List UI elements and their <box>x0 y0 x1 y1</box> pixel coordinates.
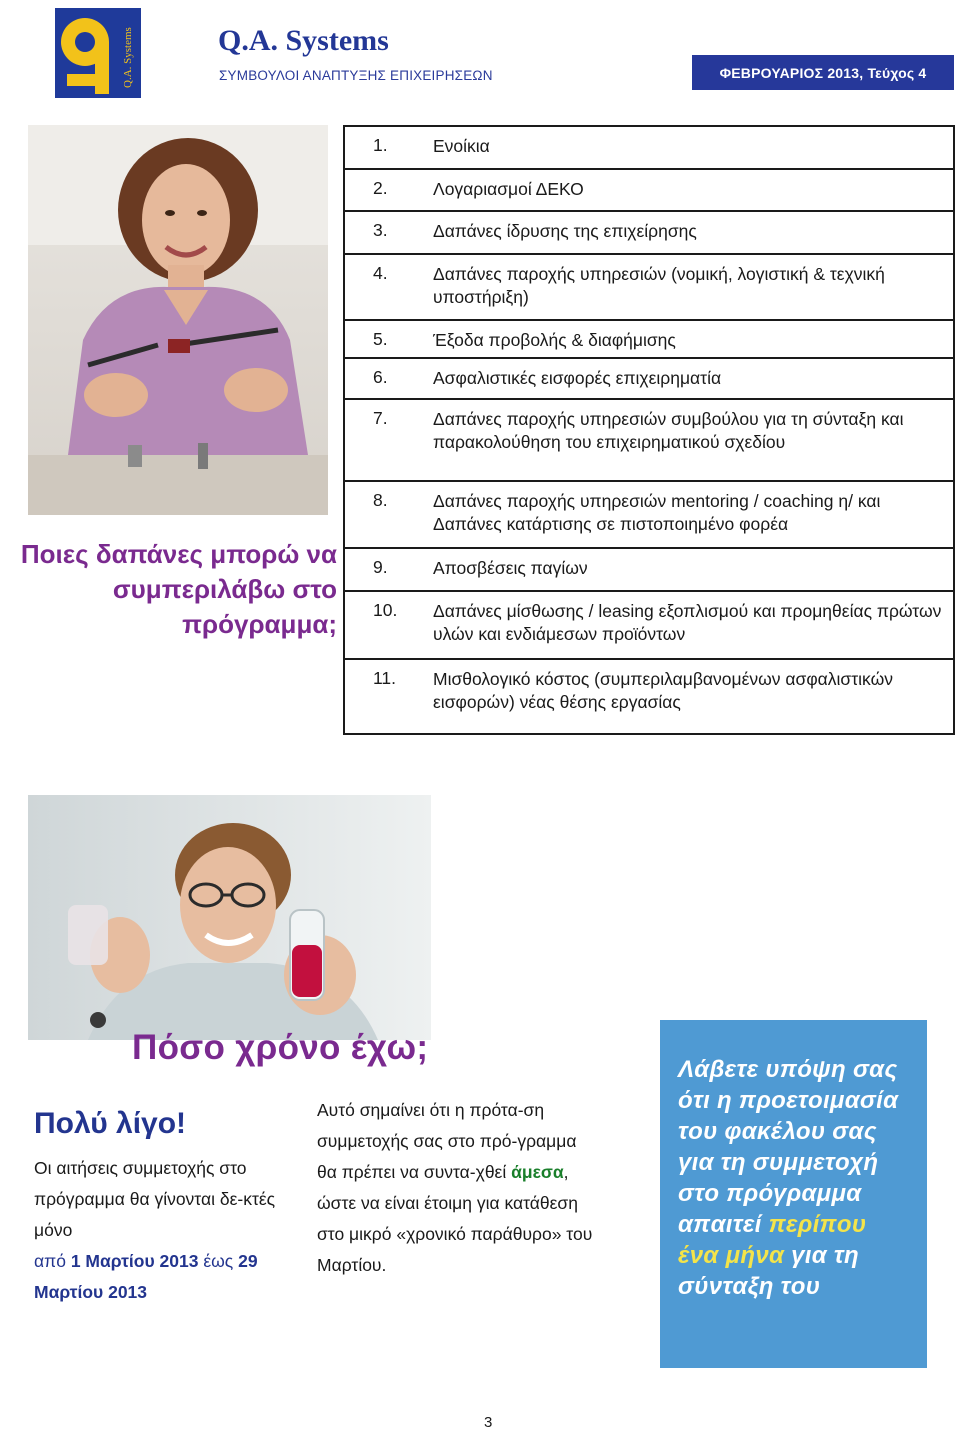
row-number: 6. <box>373 367 388 387</box>
row-number: 5. <box>373 329 388 349</box>
table-row <box>345 255 953 321</box>
end-date: 29 Μαρτίου 2013 <box>34 1251 258 1302</box>
time-heading: Πόσο χρόνο έχω; <box>132 1028 429 1067</box>
row-number: 7. <box>373 408 388 428</box>
row-number: 3. <box>373 220 388 240</box>
row-text: Δαπάνες παροχής υπηρεσιών mentoring / coaching η/ και Δαπάνες κατάρτισης σε πιστοποιημένο φορέα <box>433 491 881 534</box>
row-text: Δαπάνες ίδρυσης της επιχείρησης <box>433 221 697 241</box>
preparation-intro: Αυτό σημαίνει ότι η πρότα-ση συμμετοχής σας στο πρό-γραμμα θα πρέπει να συντα-χθεί <box>317 1100 577 1182</box>
jeweler-photo <box>28 125 328 515</box>
one-month-emphasis: περίπου ένα μήνα <box>678 1211 867 1269</box>
table-row <box>345 549 953 592</box>
row-number: 4. <box>373 263 388 283</box>
issue-banner: ΦΕΒΡΟΥΑΡΙΟΣ 2013, Τεύχος 4 <box>692 55 954 90</box>
row-text: Δαπάνες μίσθωσης / leasing εξοπλισμού και προμηθείας πρώτων υλών και ενδιάμεσων προϊόντων <box>433 601 942 644</box>
row-text: Ασφαλιστικές εισφορές επιχειρηματία <box>433 368 722 388</box>
row-number: 8. <box>373 490 388 510</box>
row-number: 1. <box>373 135 388 155</box>
little-time-heading: Πολύ λίγο! <box>34 1107 187 1140</box>
row-text: Μισθολογικό κόστος (συμπεριλαμβανομένων ασφαλιστικών εισφορών) νέας θέσης εργασίας <box>433 669 893 712</box>
table-row <box>345 212 953 255</box>
row-text: Αποσβέσεις παγίων <box>433 558 588 578</box>
row-number: 11. <box>373 668 397 688</box>
brand-subtitle: ΣΥΜΒΟΥΛΟΙ ΑΝΑΠΤΥΞΗΣ ΕΠΙΧΕΙΡΗΣΕΩΝ <box>219 68 493 83</box>
immediately-emphasis: άμεσα <box>511 1162 564 1182</box>
row-text: Δαπάνες παροχής υπηρεσιών συμβούλου για τη σύνταξη και παρακολούθηση του επιχειρηματικού σχεδίου <box>433 409 904 452</box>
note-intro: Λάβετε υπόψη σας ότι η προετοιμασία του φακέλου σας για τη συμμετοχή στο πρόγραμμα απαιτεί <box>678 1056 899 1238</box>
row-number: 2. <box>373 178 388 198</box>
expenses-question-heading: Ποιες δαπάνες μπορώ να συμπεριλάβω στο πρόγραμμα; <box>20 539 337 639</box>
table-row <box>345 170 953 212</box>
scientist-photo <box>28 795 431 1040</box>
row-number: 10. <box>373 600 398 620</box>
application-intro: Οι αιτήσεις συμμετοχής στο πρόγραμμα θα γίνονται δε-κτές μόνο <box>34 1158 276 1240</box>
row-text: Έξοδα προβολής & διαφήμισης <box>433 330 676 350</box>
table-row <box>345 400 953 482</box>
from-word: από <box>34 1251 66 1271</box>
preparation-text <box>317 1095 597 1281</box>
logo-vertical-text: Q.A. Systems <box>122 27 134 88</box>
row-text: Δαπάνες παροχής υπηρεσιών (νομική, λογιστική & τεχνική υποστήριξη) <box>433 264 885 307</box>
brand-title: Q.A. Systems <box>218 24 389 57</box>
table-row <box>345 660 953 733</box>
eligible-expenses-table <box>343 125 955 735</box>
table-row <box>345 127 953 170</box>
table-row <box>345 592 953 660</box>
preparation-rest: , ώστε να είναι έτοιμη για κατάθεση στο μικρό «χρονικό παράθυρο» του Μαρτίου. <box>317 1162 593 1275</box>
page-number: 3 <box>484 1414 493 1431</box>
row-text: Ενοίκια <box>433 136 490 156</box>
note-end: για τη σύνταξη του <box>678 1242 859 1300</box>
start-date: 1 Μαρτίου 2013 <box>70 1251 199 1271</box>
table-row <box>345 359 953 400</box>
until-word: έως <box>203 1251 234 1271</box>
company-logo <box>55 8 141 98</box>
row-number: 9. <box>373 557 388 577</box>
preparation-note-box <box>660 1020 927 1368</box>
application-period-text <box>34 1153 289 1308</box>
table-row <box>345 482 953 549</box>
row-text: Λογαριασμοί ΔΕΚΟ <box>433 179 584 199</box>
table-row <box>345 321 953 359</box>
